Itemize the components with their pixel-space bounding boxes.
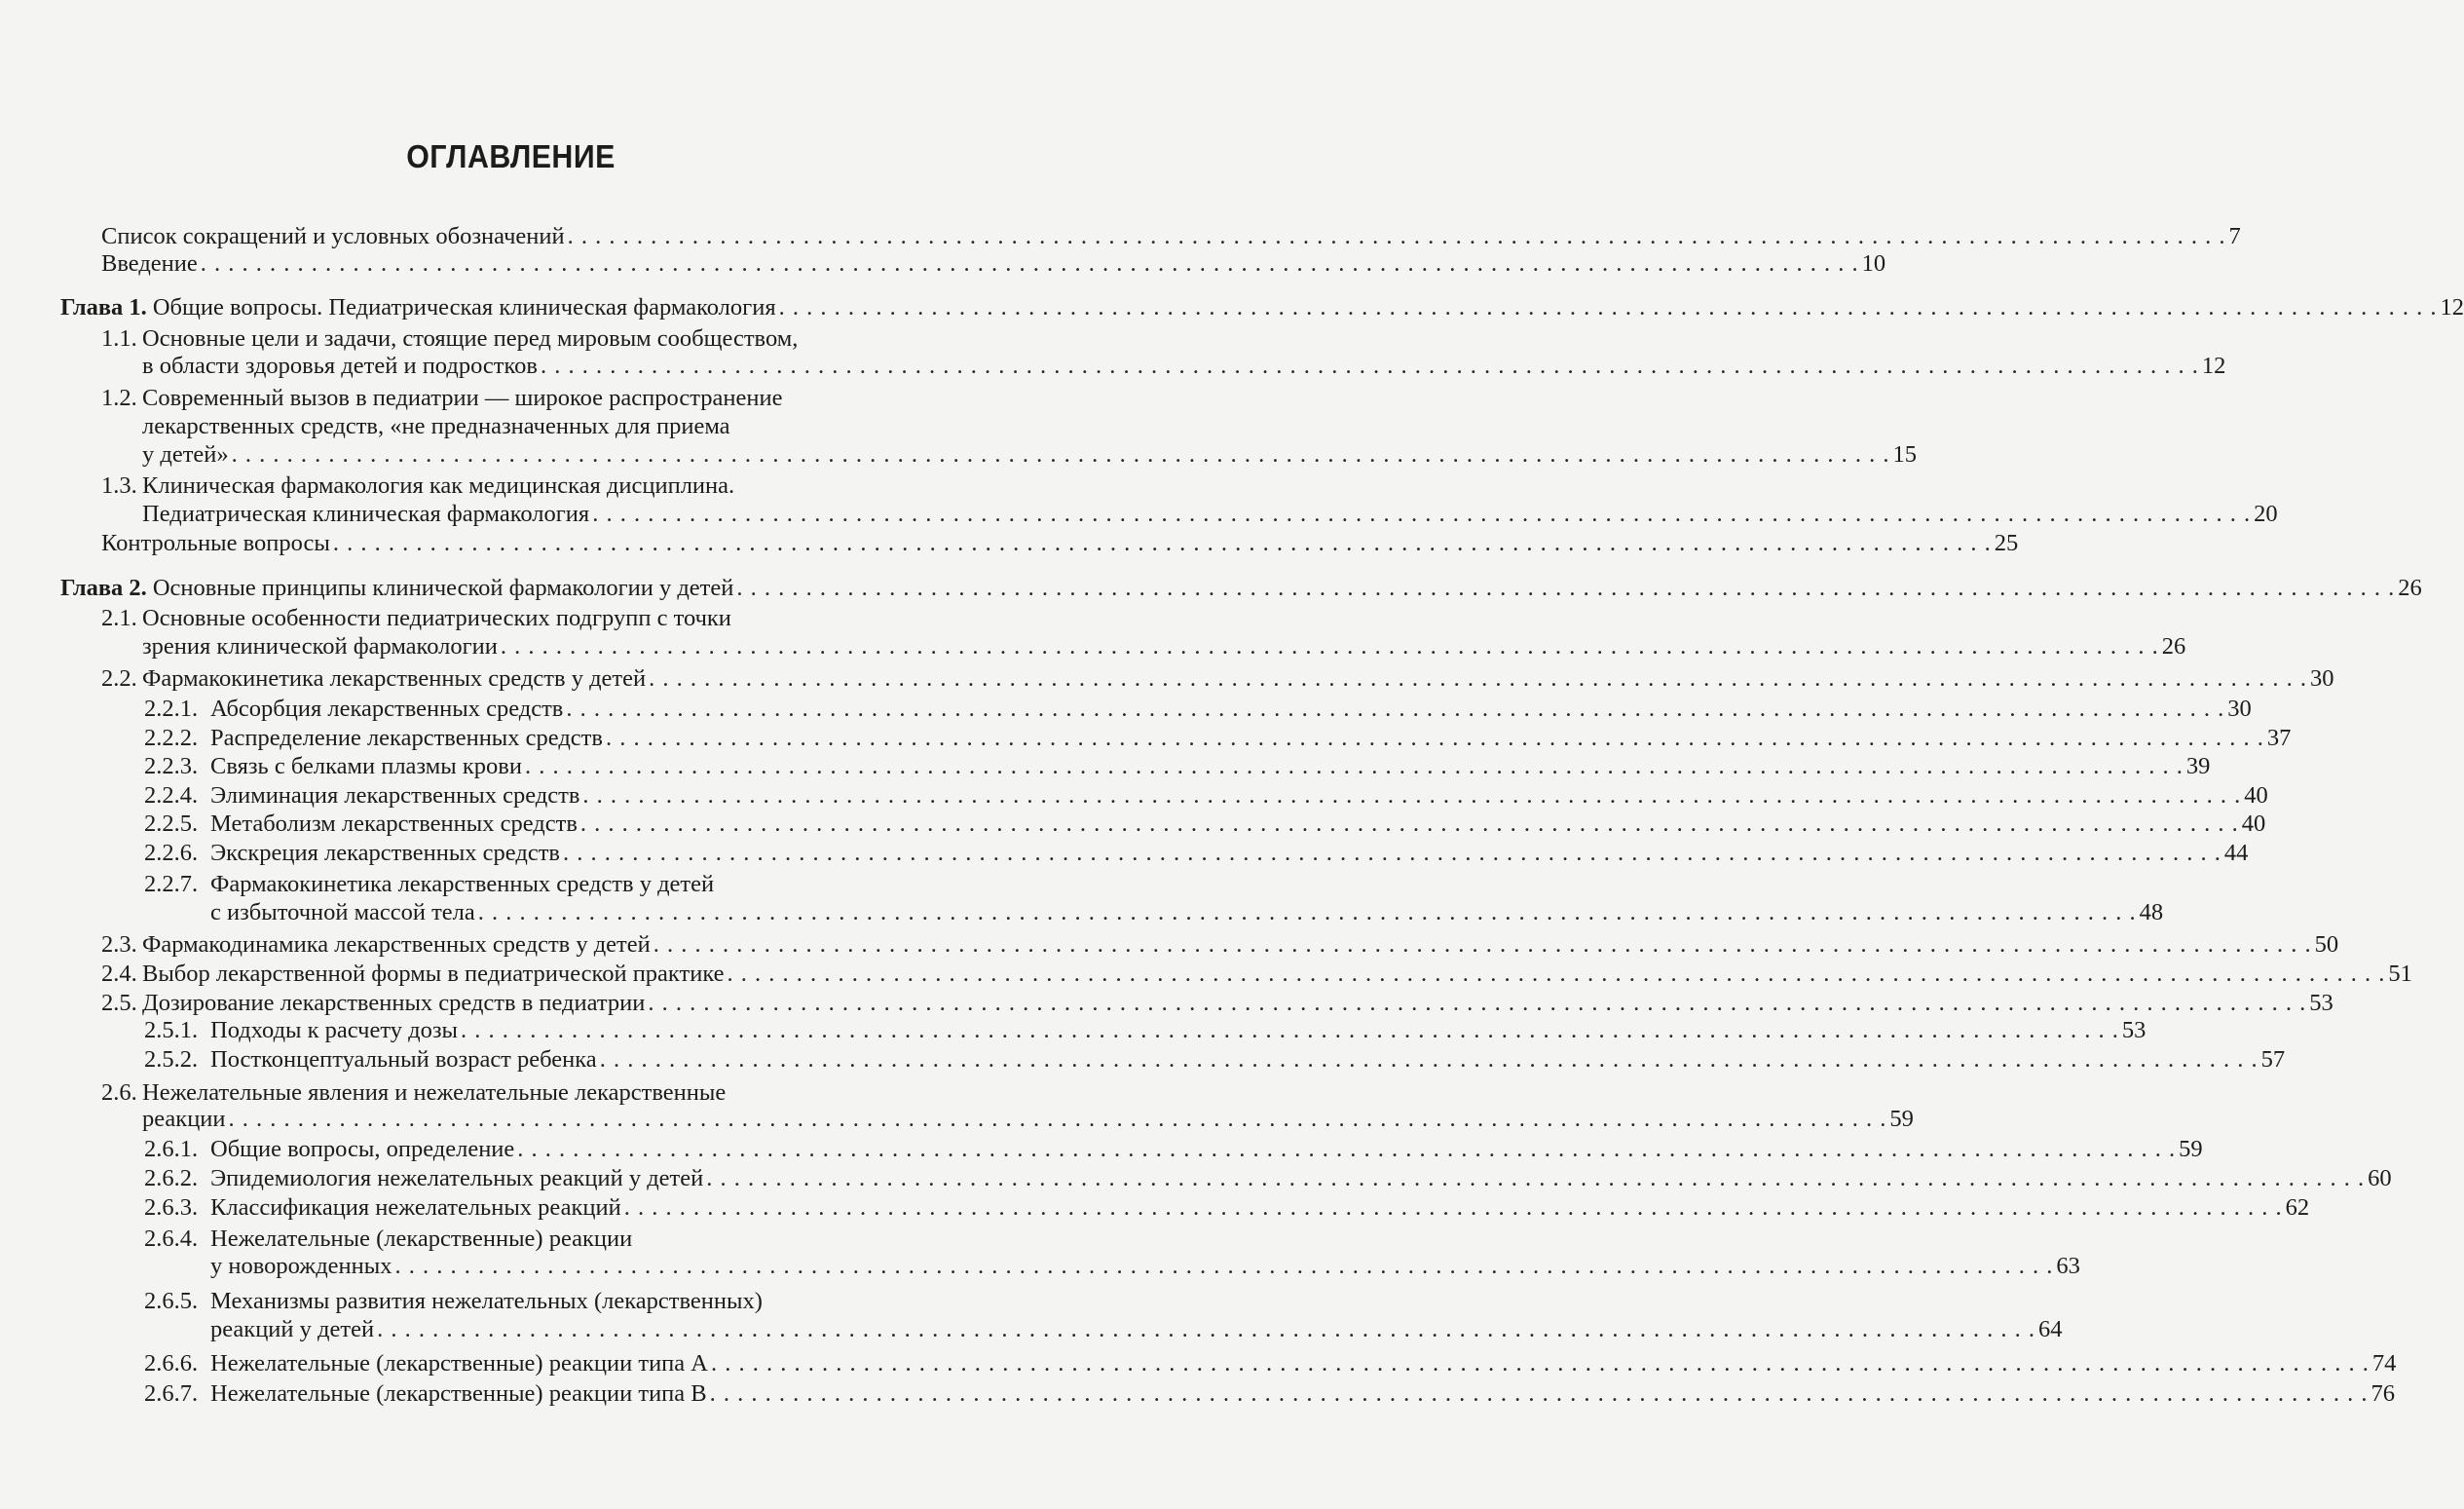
toc-entry	[144, 1135, 2203, 1164]
entry-title: Общие вопросы, определение	[210, 1136, 515, 1162]
entry-title: в области здоровья детей и подростков	[142, 353, 538, 379]
leader-dots: . . . . . . . . . . . . . . . . . . . . . . . . . . . . . . . . . . . . . . . . . . . . . . . . . . . . . . . . . . . . . . . . . . . . . . . . . . . . . . . . . . . . . . . . . . . . . . . . . . . . . . . . . . . . . . . . . . . . . . . .	[566, 696, 2225, 722]
leader-dots: . . . . . . . . . . . . . . . . . . . . . . . . . . . . . . . . . . . . . . . . . . . . . . . . . . . . . . . . . . . . . . . . . . . . . . . . . . . . . . . . . . . . . . . . . . . . . . . . . . . . . . . . . . . . . . . . . . . . . . . .	[778, 294, 2438, 321]
leader-dots: . . . . . . . . . . . . . . . . . . . . . . . . . . . . . . . . . . . . . . . . . . . . . . . . . . . . . . . . . . . . . . . . . . . . . . . . . . . . . . . . . . . . . . . . . . . . . . . . . . . . . . . . . . . . . . . . . . . . . . . .	[524, 753, 2184, 779]
toc-entry	[142, 352, 2226, 381]
toc-entry	[101, 664, 2334, 694]
leader-dots: . . . . . . . . . . . . . . . . . . . . . . . . . . . . . . . . . . . . . . . . . . . . . . . . . . . . . . . . . . . . . . . . . . . . . . . . . . . . . . . . . . . . . . . . . . . . . . . . . . . . . . . . . . . . . . . . . . . . . . . .	[599, 1046, 2259, 1073]
section-number: 2.6.7.	[144, 1380, 199, 1407]
toc-entry	[101, 472, 947, 501]
toc-entry	[210, 898, 2164, 927]
toc-entry	[144, 1016, 2147, 1045]
toc-entry	[142, 1105, 1914, 1134]
leader-dots: . . . . . . . . . . . . . . . . . . . . . . . . . . . . . . . . . . . . . . . . . . . . . . . . . . . . . . . . . . . . . . . . . . . . . . . . . . . . . . . . . . . . . . . . . . . . . . . . . . . . . . . . . . . . . . . . . . . . . . . .	[653, 931, 2312, 958]
entry-title: у детей»	[142, 441, 229, 468]
page-number: 57	[2260, 1046, 2286, 1073]
entry-title: Контрольные вопросы	[101, 530, 330, 556]
toc-entry	[144, 839, 2249, 868]
page-number: 53	[2309, 990, 2333, 1016]
entry-title: реакций у детей	[210, 1316, 375, 1342]
section-number: 2.3.	[101, 931, 137, 958]
leader-dots: . . . . . . . . . . . . . . . . . . . . . . . . . . . . . . . . . . . . . . . . . . . . . . . . . . . . . . . . . . . . . . . . . . . . . . . . . . . . . . . . . . . . . . . . . . . . . . . . . . . . . . . . . . . . . . . . . . . . . . . .	[332, 530, 1992, 556]
section-number: 1.1.	[101, 325, 137, 352]
leader-dots: . . . . . . . . . . . . . . . . . . . . . . . . . . . . . . . . . . . . . . . . . . . . . . . . . . . . . . . . . . . . . . . . . . . . . . . . . . . . . . . . . . . . . . . . . . . . . . . . . . . . . . . . . . . . . . . . . . . . . . . .	[228, 1106, 1887, 1132]
section-number: 2.6.5.	[144, 1288, 199, 1314]
section-number: 2.5.1.	[144, 1017, 199, 1043]
toc-entry	[144, 1379, 2396, 1409]
toc-entry	[144, 1287, 947, 1316]
section-number: 2.6.3.	[144, 1194, 199, 1221]
leader-dots: . . . . . . . . . . . . . . . . . . . . . . . . . . . . . . . . . . . . . . . . . . . . . . . . . . . . . . . . . . . . . . . . . . . . . . . . . . . . . . . . . . . . . . . . . . . . . . . . . . . . . . . . . . . . . . . . . . . . . . . .	[592, 501, 2252, 527]
leader-dots: . . . . . . . . . . . . . . . . . . . . . . . . . . . . . . . . . . . . . . . . . . . . . . . . . . . . . . . . . . . . . . . . . . . . . . . . . . . . . . . . . . . . . . . . . . . . . . . . . . . . . . . . . . . . . . . . . . . . . . . .	[394, 1253, 2054, 1279]
leader-dots: . . . . . . . . . . . . . . . . . . . . . . . . . . . . . . . . . . . . . . . . . . . . . . . . . . . . . . . . . . . . . . . . . . . . . . . . . . . . . . . . . . . . . . . . . . . . . . . . . . . . . . . . . . . . . . . . . . . . . . . .	[709, 1380, 2369, 1407]
toc-entry	[60, 574, 2422, 603]
toc-entry	[144, 1349, 2397, 1378]
page-number: 59	[2179, 1136, 2203, 1162]
section-number: 2.5.2.	[144, 1046, 199, 1073]
leader-dots: . . . . . . . . . . . . . . . . . . . . . . . . . . . . . . . . . . . . . . . . . . . . . . . . . . . . . . . . . . . . . . . . . . . . . . . . . . . . . . . . . . . . . . . . . . . . . . . . . . . . . . . . . . . . . . . . . . . . . . . .	[706, 1165, 2366, 1191]
section-number: 2.2.6.	[144, 840, 199, 866]
entry-title: Нежелательные явления и нежелательные лекарственные	[142, 1079, 727, 1106]
leader-dots: . . . . . . . . . . . . . . . . . . . . . . . . . . . . . . . . . . . . . . . . . . . . . . . . . . . . . . . . . . . . . . . . . . . . . . . . . . . . . . . . . . . . . . . . . . . . . . . . . . . . . . . . . . . . . . . . . . . . . . . .	[710, 1350, 2370, 1377]
entry-title: Дозирование лекарственных средств в педиатрии	[142, 990, 646, 1016]
entry-title: реакции	[142, 1106, 226, 1132]
section-number: 2.1.	[101, 605, 137, 631]
page-number: 60	[2368, 1165, 2392, 1191]
page-number: 39	[2185, 753, 2211, 779]
page-number: 48	[2139, 899, 2164, 925]
section-number: 2.2.5.	[144, 811, 199, 837]
toc-entry	[101, 989, 2333, 1018]
toc-entry	[101, 384, 947, 413]
page-number: 30	[2309, 665, 2334, 692]
leader-dots: . . . . . . . . . . . . . . . . . . . . . . . . . . . . . . . . . . . . . . . . . . . . . . . . . . . . . . . . . . . . . . . . . . . . . . . . . . . . . . . . . . . . . . . . . . . . . . . . . . . . . . . . . . . . . . . . . . . . . . . .	[200, 250, 1859, 277]
section-number: 2.2.7.	[144, 871, 199, 897]
leader-dots: . . . . . . . . . . . . . . . . . . . . . . . . . . . . . . . . . . . . . . . . . . . . . . . . . . . . . . . . . . . . . . . . . . . . . . . . . . . . . . . . . . . . . . . . . . . . . . . . . . . . . . . . . . . . . . . . . . . . . . . .	[736, 575, 2396, 601]
toc-entry	[101, 324, 947, 354]
leader-dots: . . . . . . . . . . . . . . . . . . . . . . . . . . . . . . . . . . . . . . . . . . . . . . . . . . . . . . . . . . . . . . . . . . . . . . . . . . . . . . . . . . . . . . . . . . . . . . . . . . . . . . . . . . . . . . . . . . . . . . . .	[623, 1194, 2283, 1221]
page-title: ОГЛАВЛЕНИЕ	[406, 138, 616, 174]
entry-title: Общие вопросы. Педиатрическая клиническая фармакология	[152, 294, 776, 321]
leader-dots: . . . . . . . . . . . . . . . . . . . . . . . . . . . . . . . . . . . . . . . . . . . . . . . . . . . . . . . . . . . . . . . . . . . . . . . . . . . . . . . . . . . . . . . . . . . . . . . . . . . . . . . . . . . . . . . . . . . . . . . .	[567, 223, 2226, 249]
page-number: 62	[2285, 1194, 2310, 1221]
page-number: 26	[2398, 575, 2422, 601]
leader-dots: . . . . . . . . . . . . . . . . . . . . . . . . . . . . . . . . . . . . . . . . . . . . . . . . . . . . . . . . . . . . . . . . . . . . . . . . . . . . . . . . . . . . . . . . . . . . . . . . . . . . . . . . . . . . . . . . . . . . . . . .	[477, 899, 2137, 925]
entry-title: Педиатрическая клиническая фармакология	[142, 501, 590, 527]
section-number: 2.2.1.	[144, 696, 199, 722]
page-number: 7	[2228, 223, 2241, 249]
entry-title: Постконцептуальный возраст ребенка	[210, 1046, 597, 1073]
section-number: 2.2.2.	[144, 725, 199, 751]
toc-entry	[144, 1164, 2392, 1193]
leader-dots: . . . . . . . . . . . . . . . . . . . . . . . . . . . . . . . . . . . . . . . . . . . . . . . . . . . . . . . . . . . . . . . . . . . . . . . . . . . . . . . . . . . . . . . . . . . . . . . . . . . . . . . . . . . . . . . . . . . . . . . .	[579, 811, 2239, 837]
section-number: 2.6.1.	[144, 1136, 199, 1162]
page-number: 30	[2227, 696, 2252, 722]
entry-title: Подходы к расчету дозы	[210, 1017, 458, 1043]
entry-title: зрения клинической фармакологии	[142, 633, 498, 660]
leader-dots: . . . . . . . . . . . . . . . . . . . . . . . . . . . . . . . . . . . . . . . . . . . . . . . . . . . . . . . . . . . . . . . . . . . . . . . . . . . . . . . . . . . . . . . . . . . . . . . . . . . . . . . . . . . . . . . . . . . . . . . .	[231, 441, 1890, 468]
leader-dots: . . . . . . . . . . . . . . . . . . . . . . . . . . . . . . . . . . . . . . . . . . . . . . . . . . . . . . . . . . . . . . . . . . . . . . . . . . . . . . . . . . . . . . . . . . . . . . . . . . . . . . . . . . . . . . . . . . . . . . . .	[541, 353, 2199, 379]
page-number: 51	[2388, 961, 2412, 987]
page-number: 26	[2161, 633, 2186, 660]
page-number: 37	[2266, 725, 2292, 751]
entry-title: Связь с белками плазмы крови	[210, 753, 522, 779]
section-number: 2.5.	[101, 990, 137, 1016]
page-number: 63	[2056, 1253, 2080, 1279]
entry-title: Основные цели и задачи, стоящие перед мировым сообществом,	[142, 325, 799, 352]
leader-dots: . . . . . . . . . . . . . . . . . . . . . . . . . . . . . . . . . . . . . . . . . . . . . . . . . . . . . . . . . . . . . . . . . . . . . . . . . . . . . . . . . . . . . . . . . . . . . . . . . . . . . . . . . . . . . . . . . . . . . . . .	[377, 1316, 2035, 1342]
entry-title: Клиническая фармакология как медицинская дисциплина.	[142, 472, 735, 499]
entry-title: Эпидемиология нежелательных реакций у детей	[210, 1165, 704, 1191]
leader-dots: . . . . . . . . . . . . . . . . . . . . . . . . . . . . . . . . . . . . . . . . . . . . . . . . . . . . . . . . . . . . . . . . . . . . . . . . . . . . . . . . . . . . . . . . . . . . . . . . . . . . . . . . . . . . . . . . . . . . . . . .	[500, 633, 2159, 660]
toc-entry	[101, 604, 947, 633]
leader-dots: . . . . . . . . . . . . . . . . . . . . . . . . . . . . . . . . . . . . . . . . . . . . . . . . . . . . . . . . . . . . . . . . . . . . . . . . . . . . . . . . . . . . . . . . . . . . . . . . . . . . . . . . . . . . . . . . . . . . . . . .	[460, 1017, 2119, 1043]
page-number: 76	[2371, 1380, 2396, 1407]
leader-dots: . . . . . . . . . . . . . . . . . . . . . . . . . . . . . . . . . . . . . . . . . . . . . . . . . . . . . . . . . . . . . . . . . . . . . . . . . . . . . . . . . . . . . . . . . . . . . . . . . . . . . . . . . . . . . . . . . . . . . . . .	[648, 990, 2307, 1016]
section-number: 1.3.	[101, 472, 137, 499]
toc-entry	[142, 632, 2186, 661]
toc-entry	[101, 930, 2339, 960]
chapter-label: Глава 1.	[60, 294, 147, 321]
entry-title: Фармакокинетика лекарственных средств у детей	[210, 871, 715, 897]
page-number: 12	[2201, 353, 2226, 379]
toc-entry	[144, 695, 2252, 724]
entry-title: Метаболизм лекарственных средств	[210, 811, 578, 837]
entry-title: лекарственных средств, «не предназначенных для приема	[142, 413, 730, 439]
entry-title: Классификация нежелательных реакций	[210, 1194, 621, 1221]
entry-title: Абсорбция лекарственных средств	[210, 696, 564, 722]
entry-title: Механизмы развития нежелательных (лекарственных)	[210, 1288, 763, 1314]
chapter-label: Глава 2.	[60, 575, 147, 601]
page-number: 50	[2314, 931, 2339, 958]
toc-entry	[101, 1078, 947, 1108]
leader-dots: . . . . . . . . . . . . . . . . . . . . . . . . . . . . . . . . . . . . . . . . . . . . . . . . . . . . . . . . . . . . . . . . . . . . . . . . . . . . . . . . . . . . . . . . . . . . . . . . . . . . . . . . . . . . . . . . . . . . . . . .	[582, 782, 2242, 809]
page-number: 74	[2371, 1350, 2397, 1377]
section-number: 2.4.	[101, 961, 137, 987]
page-number: 64	[2037, 1316, 2063, 1342]
entry-title: Фармакокинетика лекарственных средств у детей	[142, 665, 647, 692]
entry-title: Основные особенности педиатрических подгрупп с точки	[142, 605, 731, 631]
toc-entry	[142, 412, 947, 441]
entry-title: Экскреция лекарственных средств	[210, 840, 560, 866]
page-number: 59	[1889, 1106, 1914, 1132]
section-number: 1.2.	[101, 385, 137, 411]
toc-entry	[144, 810, 2266, 839]
leader-dots: . . . . . . . . . . . . . . . . . . . . . . . . . . . . . . . . . . . . . . . . . . . . . . . . . . . . . . . . . . . . . . . . . . . . . . . . . . . . . . . . . . . . . . . . . . . . . . . . . . . . . . . . . . . . . . . . . . . . . . . .	[605, 725, 2264, 751]
toc-entry	[60, 293, 2464, 322]
entry-title: Нежелательные (лекарственные) реакции типа А	[210, 1350, 708, 1377]
page-number: 15	[1892, 441, 1918, 468]
toc-entry	[101, 249, 1886, 279]
toc-entry	[210, 1315, 2063, 1344]
page-number: 25	[1994, 530, 2019, 556]
toc-entry	[144, 1225, 947, 1254]
toc-entry	[101, 222, 2241, 251]
toc-entry	[144, 781, 2268, 811]
page-number: 40	[2241, 811, 2266, 837]
entry-title: у новорожденных	[210, 1253, 392, 1279]
toc-entry	[144, 1045, 2286, 1075]
leader-dots: . . . . . . . . . . . . . . . . . . . . . . . . . . . . . . . . . . . . . . . . . . . . . . . . . . . . . . . . . . . . . . . . . . . . . . . . . . . . . . . . . . . . . . . . . . . . . . . . . . . . . . . . . . . . . . . . . . . . . . . .	[517, 1136, 2177, 1162]
toc-entry	[142, 500, 2278, 529]
entry-title: Распределение лекарственных средств	[210, 725, 603, 751]
leader-dots: . . . . . . . . . . . . . . . . . . . . . . . . . . . . . . . . . . . . . . . . . . . . . . . . . . . . . . . . . . . . . . . . . . . . . . . . . . . . . . . . . . . . . . . . . . . . . . . . . . . . . . . . . . . . . . . . . . . . . . . .	[649, 665, 2307, 692]
leader-dots: . . . . . . . . . . . . . . . . . . . . . . . . . . . . . . . . . . . . . . . . . . . . . . . . . . . . . . . . . . . . . . . . . . . . . . . . . . . . . . . . . . . . . . . . . . . . . . . . . . . . . . . . . . . . . . . . . . . . . . . .	[727, 961, 2386, 987]
section-number: 2.6.2.	[144, 1165, 199, 1191]
toc-entry	[210, 1252, 2080, 1281]
entry-title: Введение	[101, 250, 198, 277]
section-number: 2.6.6.	[144, 1350, 199, 1377]
page-number: 40	[2244, 782, 2268, 809]
entry-title: Фармакодинамика лекарственных средств у детей	[142, 931, 651, 958]
entry-title: Современный вызов в педиатрии — широкое распространение	[142, 385, 783, 411]
entry-title: Нежелательные (лекарственные) реакции типа В	[210, 1380, 707, 1407]
section-number: 2.2.	[101, 665, 137, 692]
section-number: 2.6.	[101, 1079, 137, 1106]
entry-title: с избыточной массой тела	[210, 899, 475, 925]
entry-title: Основные принципы клинической фармакологии у детей	[152, 575, 734, 601]
page-number: 10	[1861, 250, 1886, 277]
page-number: 20	[2254, 501, 2278, 527]
toc-entry	[144, 752, 2211, 781]
toc-entry	[144, 724, 2292, 753]
entry-title: Элиминация лекарственных средств	[210, 782, 580, 809]
leader-dots: . . . . . . . . . . . . . . . . . . . . . . . . . . . . . . . . . . . . . . . . . . . . . . . . . . . . . . . . . . . . . . . . . . . . . . . . . . . . . . . . . . . . . . . . . . . . . . . . . . . . . . . . . . . . . . . . . . . . . . . .	[562, 840, 2221, 866]
toc-entry	[142, 440, 1918, 470]
toc-entry	[144, 870, 947, 899]
entry-title: Список сокращений и условных обозначений	[101, 223, 565, 249]
section-number: 2.2.4.	[144, 782, 199, 809]
entry-title: Нежелательные (лекарственные) реакции	[210, 1226, 633, 1252]
toc-entry	[144, 1193, 2310, 1223]
section-number: 2.6.4.	[144, 1226, 199, 1252]
page-number: 44	[2223, 840, 2249, 866]
toc-entry	[101, 960, 2412, 989]
entry-title: Выбор лекарственной формы в педиатрической практике	[142, 961, 725, 987]
toc-entry	[101, 529, 2019, 558]
page-number: 53	[2121, 1017, 2147, 1043]
page-number: 12	[2440, 294, 2464, 321]
section-number: 2.2.3.	[144, 753, 199, 779]
